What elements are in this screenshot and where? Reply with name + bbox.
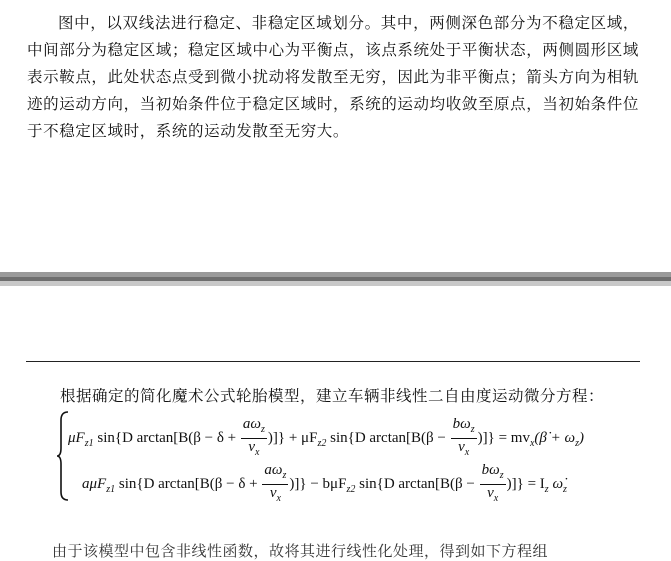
eq1-frac2-num: bω <box>452 416 471 432</box>
eq2-sub: z1 <box>106 483 116 495</box>
eq2-frac1-den-sub: x <box>276 493 281 504</box>
eq1-sub-2: z2 <box>317 437 327 449</box>
eq2-text: sin{D arctan[B(β − δ + <box>115 475 262 492</box>
eq1-sub: z1 <box>84 437 94 449</box>
eq2-frac1-den: v <box>269 485 277 501</box>
page-separator <box>0 272 671 286</box>
header-rule <box>26 361 640 362</box>
eq2-fraction-1 <box>262 462 288 507</box>
eq2-term1: aμF <box>82 475 107 492</box>
eq1-term1: μF <box>68 429 85 446</box>
eq2-frac1-num-sub: z <box>282 470 287 481</box>
eq1-frac1-num-sub: z <box>261 424 265 435</box>
eq1-frac2-num-sub: z <box>470 424 475 435</box>
eq2-rhs: )]} = I <box>506 475 545 492</box>
eq1-frac2-den: v <box>458 439 465 455</box>
equation-line-2 <box>82 462 567 507</box>
eq1-text-2: )]} + μF <box>267 429 318 446</box>
eq2-frac2-num: bω <box>481 462 500 478</box>
eq2-text-3: sin{D arctan[B(β − <box>355 475 479 492</box>
eq2-sub-2: z2 <box>346 483 356 495</box>
page-top <box>0 0 671 272</box>
eq2-frac2-num-sub: z <box>499 470 504 481</box>
eq1-rhs: )]} = mv <box>477 429 530 446</box>
eq1-frac2-den-sub: x <box>464 447 470 458</box>
eq1-rhs-tail-sub: z <box>575 437 579 449</box>
eq1-rhs-end: ) <box>579 429 584 446</box>
eq1-text-3: sin{D arctan[B(β − <box>326 429 450 446</box>
equation-system <box>56 410 656 506</box>
eq1-frac1-num: aω <box>242 416 261 432</box>
eq2-frac2-den-sub: x <box>493 493 499 504</box>
eq1-frac1-den: v <box>248 439 256 455</box>
eq1-rhs-tail: (β̇ + ω <box>534 429 576 446</box>
equation-line-1 <box>68 416 584 461</box>
eq1-fraction-1 <box>241 416 267 461</box>
eq2-frac1-num: aω <box>264 462 283 478</box>
eq1-rhs-sub: x <box>529 437 535 449</box>
body-paragraph: 图中，以双线法进行稳定、非稳定区域划分。其中，两侧深色部分为不稳定区域，中间部分为稳定区域；稳定区域中心为平衡点，该点系统处于平衡状态，两侧圆形区域表示鞍点，此处状态点受到微小扰动将发散至无穷，因此为非平衡点；箭头方向为相轨迹的运动方向，当初始条件位于稳定区域时，系统的运动均收敛至原点，当初始条件位于不稳定区域时，系统的运动发散至无穷大。 <box>27 14 639 140</box>
eq2-frac2-den: v <box>487 485 494 501</box>
eq2-rhs-tail: ω̇ <box>548 475 564 492</box>
eq2-text-2: )]} − bμF <box>289 475 347 492</box>
eq1-fraction-2 <box>451 416 477 461</box>
intro-text: 根据确定的简化魔术公式轮胎模型，建立车辆非线性二自由度运动微分方程： <box>60 387 605 405</box>
eq2-rhs-sub: z <box>544 483 549 495</box>
eq1-text: sin{D arctan[B(β − δ + <box>93 429 240 446</box>
eq1-frac1-den-sub: x <box>255 447 260 458</box>
eq2-rhs-tail-sub: z <box>563 483 567 495</box>
cutoff-text: 由于该模型中包含非线性函数，故将其进行线性化处理，得到如下方程组 <box>52 542 549 560</box>
eq2-fraction-2 <box>480 462 506 507</box>
